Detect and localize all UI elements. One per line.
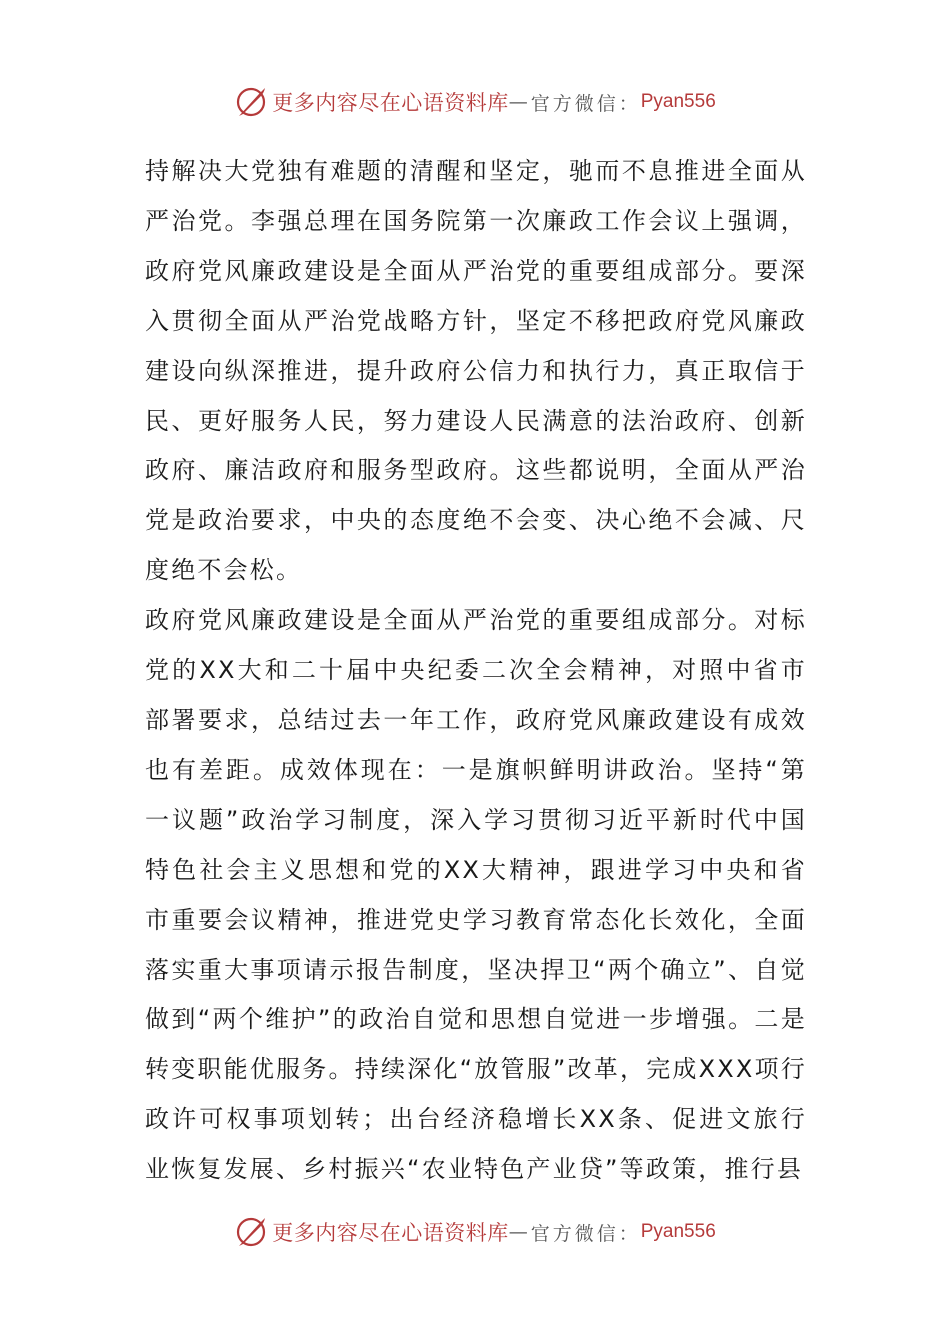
quill-pen-logo-icon (234, 85, 268, 119)
footer-dash: — (508, 1221, 531, 1243)
header-dash: — (508, 91, 531, 113)
footer-banner (0, 1212, 950, 1252)
header-wechat-id: Pyan556 (640, 91, 716, 112)
footer-brand-text: 更多内容尽在心语资料库 (272, 1221, 509, 1245)
footer-contact-text: 官方微信： (530, 1222, 641, 1245)
document-body (145, 147, 807, 1195)
body-paragraph-2: 政府党风廉政建设是全面从严治党的重要组成部分。对标党的XX大和二十届中央纪委二次全会精神，对照中省市部署要求，总结过去一年工作，政府党风廉政建设有成效也有差距。成效体现在：一是旗帜鲜明讲政治。坚持“第一议题”政治学习制度，深入学习贯彻习近平新时代中国特色社会主义思想和党的XX大精神，跟进学习中央和省市重要会议精神，推进党史学习教育常态化长效化，全面落实重大事项请示报告制度，坚决捍卫“两个确立”、自觉做到“两个维护”的政治自觉和思想自觉进一步增强。二是转变职能优服务。持续深化“放管服”改革，完成XXX项行政许可权事项划转；出台经济稳增长XX条、促进文旅行业恢复发展、乡村振兴“农业特色产业贷”等政策，推行县 (145, 606, 807, 1184)
body-paragraph-1: 持解决大党独有难题的清醒和坚定，驰而不息推进全面从严治党。李强总理在国务院第一次廉政工作会议上强调，政府党风廉政建设是全面从严治党的重要组成部分。要深入贯彻全面从严治党战略方针，坚定不移把政府党风廉政建设向纵深推进，提升政府公信力和执行力，真正取信于民、更好服务人民，努力建设人民满意的法治政府、创新政府、廉洁政府和服务型政府。这些都说明，全面从严治党是政治要求，中央的态度绝不会变、决心绝不会减、尺度绝不会松。 (145, 157, 807, 585)
quill-pen-logo-icon (234, 1215, 268, 1249)
footer-wechat-id: Pyan556 (640, 1221, 716, 1242)
header-brand-text: 更多内容尽在心语资料库 (272, 91, 509, 115)
header-contact-text: 官方微信： (530, 92, 641, 115)
header-banner (0, 82, 950, 122)
